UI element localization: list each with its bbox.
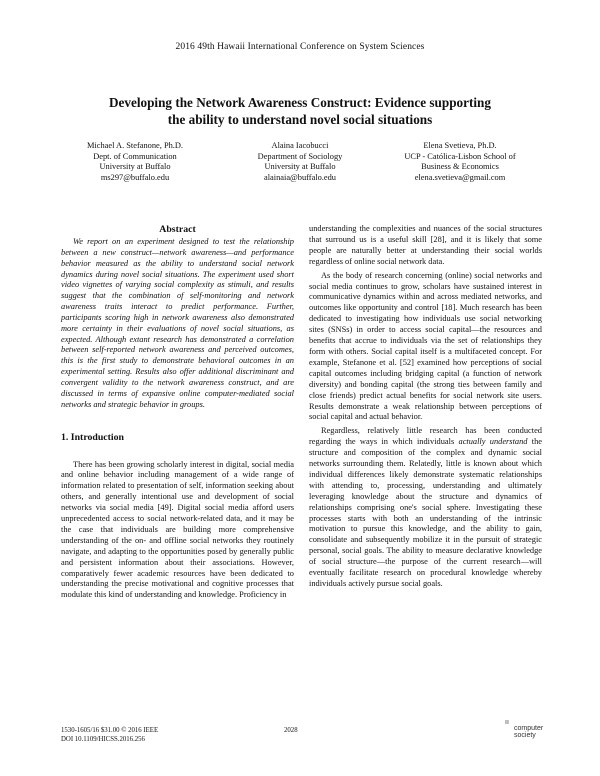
title-line-1: Developing the Network Awareness Construct: Evidence supporting	[109, 95, 491, 110]
body-paragraph-network-understanding	[309, 426, 542, 590]
author-institution: University at Buffalo	[264, 162, 336, 172]
emphasis-text: actually understand	[458, 437, 528, 447]
author-name: Michael A. Stefanone, Ph.D.	[86, 141, 184, 150]
right-column	[309, 224, 542, 593]
introduction-heading: 1. Introduction	[61, 431, 124, 443]
author-email[interactable]: elena.svetieva@gmail.com	[414, 172, 506, 182]
paragraph-text-start: Regardless, relatively little research has been conducted regarding the ways in which individuals	[309, 426, 542, 447]
author-dept: Department of Sociology	[257, 151, 343, 161]
author-institution: Business & Economics	[421, 162, 499, 172]
paragraph-text-end: the structure and composition of the complex and dynamic social networks surrounding them. Relatedly, little is known about which individual differences likely demonstrate systematic relationships with attending to, processing, understanding and ultimately leveraging knowledge about the structure and dynamics of relationships comprising one's social sphere. Investigating these processes starts with both an understanding of the intrinsic motivation to pursue this knowledge, and the ability to gain, consolidate and subsequently mobilize it in the pursuit of strategic personal, social goals. The ability to measure declarative knowledge of social structure—the purpose of the current research—will eventually facilitate research on procedural knowledge whereby individuals actively pursue social goals.	[309, 437, 542, 588]
title-line-2: the ability to understand novel social situations	[167, 112, 433, 127]
abstract-heading: Abstract	[159, 224, 196, 235]
logo-line-2: society	[514, 732, 536, 739]
body-paragraph-social-capital: As the body of research concerning (online) social networks and social media continues to grow, scholars have sustained interest in communicative dynamics within and across mediated networks, and outcomes like opportunity and control [18]. Much research has been dedicated to investigating how individuals use social networking sites (SNSs) in order to access social capital—the resources and benefits that accrue to individuals via the set of relationships they form with others. Social capital itself is a multifaceted concept. For example, Stefanone et al. [52] examined how perceptions of social capital outcomes including bridging capital (a function of network diversity) and bonding capital (the strong ties between family and close friends) predict actual benefits for social network site users. Results demonstrate a weak relationship between perceptions of social capital and actual behavior.	[309, 270, 542, 422]
logo-line-1: computer	[514, 725, 544, 732]
footer-copyright	[61, 727, 158, 744]
introduction-paragraph-1: There has been growing scholarly interest in digital, social media and online behavior including management of a wide range of information related to presentation of self, information seeking about others, and generally intentional use and development of social networks via social media [49]. Digital social media afford users unprecedented access to social network-related data, and it may be the case that individuals are building more comprehensive understanding of the on- and offline social networks they routinely navigate, and adapting to the opportunities posed by generally public and persistent information about their associations. However, comparatively fewer academic resources have been dedicated to understanding the precise motivational and cognitive processes that modulate this kind of understanding and knowledge. Proficiency in	[61, 459, 294, 600]
logo-mark-icon: ıı	[505, 719, 509, 726]
author-dept: UCP - Católica-Lisbon School of	[404, 151, 516, 161]
computer-society-logo	[505, 719, 545, 743]
author-2	[225, 141, 375, 183]
body-paragraph-continued: understanding the complexities and nuances of the social structures that surround us is a useful skill [28], and it is likely that some people are naturally better at understanding their social worlds regardless of online social network data.	[309, 224, 542, 266]
conference-header: 2016 49th Hawaii International Conference on System Sciences	[175, 42, 425, 52]
page-number: 2028	[284, 727, 298, 734]
author-name: Elena Svetieva, Ph.D.	[423, 141, 497, 150]
logo-text	[514, 725, 543, 739]
footer-doi: DOI 10.1109/HICSS.2016.256	[61, 735, 145, 743]
author-name: Alaina Iacobucci	[271, 141, 329, 150]
footer-issn: 1530-1605/16 $31.00 © 2016 IEEE	[61, 727, 159, 734]
author-institution: University at Buffalo	[99, 162, 171, 172]
author-dept: Dept. of Communication	[93, 151, 177, 161]
author-email[interactable]: ms297@buffalo.edu	[100, 172, 170, 182]
abstract-body: We report on an experiment designed to test the relationship between a new construct—network awareness—and performance behavior measured as the ability to understand social network dynamics during novel social situations. The experiment used short video vignettes of varying social complexity as stimuli, and results suggest that the combination of self-monitoring and network awareness traits interact to predict performance. Further, participants scoring high in network awareness also demonstrated more certainty in their evaluations of novel social situations, as expected. Although extant research has demonstrated a correlation between self-reported network awareness and perceived outcomes, this is the first study to demonstrate behavioral outcomes in an experimental setting. Results also offer additional discriminant and convergent validity to the network awareness construct, and are discussed in terms of expansive online computer-mediated social networks and strategic behavior in groups.	[61, 237, 294, 409]
left-column	[61, 224, 294, 604]
author-3	[370, 141, 550, 183]
author-email[interactable]: alainaia@buffalo.edu	[264, 172, 336, 182]
author-1	[60, 141, 210, 183]
paper-title	[60, 94, 540, 128]
